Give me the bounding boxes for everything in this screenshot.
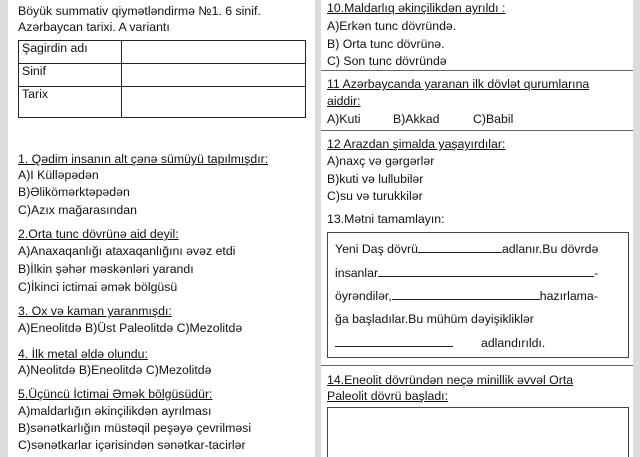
question-2: 2.Orta tunc dövrünə aid deyil: xyxy=(18,227,179,241)
question-14-line-2: Paleolit dövrü başladı: xyxy=(327,389,448,403)
question-11-line-2: aiddir: xyxy=(327,94,361,108)
table-row xyxy=(19,41,306,64)
q2-option-c: C)İkinci ictimai əmək bölgüsü xyxy=(18,280,178,294)
left-page xyxy=(8,0,315,457)
q11-option-b: B)Akkad xyxy=(393,112,440,126)
q1-option-c: C)Azıx mağarasından xyxy=(18,203,137,217)
q5-option-a: A)maldarlığın əkinçilikdən ayrılması xyxy=(18,404,212,418)
q12-option-c: C)su və turukkilər xyxy=(327,189,423,203)
date-field[interactable] xyxy=(122,87,306,118)
fill-in-text-box xyxy=(327,232,629,358)
q5-option-b: B)sənətkarlığın müstəqil peşəyə çevrilməsi xyxy=(18,421,252,435)
fill-line-2 xyxy=(335,265,598,280)
question-1: 1. Qədim insanın alt çənə sümüyü tapılmışdır: xyxy=(18,152,269,166)
question-3: 3. Ox və kaman yaranmışdı: xyxy=(18,304,172,318)
q3-options: A)Eneolitdə B)Üst Paleolitdə C)Mezolitdə xyxy=(18,321,243,335)
fill-line-1-start: Yeni Daş dövrü xyxy=(335,242,418,256)
q2-option-a: A)Anaxaqanlığı ataxaqanlığını əvəz etdi xyxy=(18,244,236,258)
q1-option-b: B)Əlikömərktəpədən xyxy=(18,185,130,199)
class-field[interactable] xyxy=(122,64,306,87)
student-info-table xyxy=(18,40,306,118)
question-13: 13.Mətni tamamlayın: xyxy=(327,212,445,226)
table-row xyxy=(19,64,306,87)
question-11-line-1: 11 Azərbaycanda yaranan ilk dövlət qurumlarına xyxy=(327,77,590,91)
blank-3[interactable] xyxy=(392,288,540,300)
right-page xyxy=(321,0,633,457)
q5-option-c: C)sənətkarlar içərisindən sənətkar-tacirlər xyxy=(18,438,246,452)
student-name-label: Şagirdin adı xyxy=(19,41,122,64)
fill-line-3 xyxy=(335,288,598,303)
q12-option-a: A)naxç və gərgərlər xyxy=(327,154,435,168)
fill-line-2-end: - xyxy=(594,266,599,280)
q2-option-b: B)İlkin şəhər məskənləri yarandı xyxy=(18,262,194,276)
q12-option-b: B)kuti və lullubilər xyxy=(327,172,424,186)
fill-line-5-end: adlandırıldı. xyxy=(481,336,546,350)
date-label: Tarix xyxy=(19,87,122,118)
blank-1[interactable] xyxy=(418,241,502,253)
header-line-2: Azərbaycan tarixi. A variantı xyxy=(18,20,170,34)
table-row xyxy=(19,87,306,118)
answer-box-14[interactable] xyxy=(327,407,629,457)
question-4: 4. İlk metal əldə olundu: xyxy=(18,347,148,361)
question-5: 5.Üçüncü İctimai Əmək bölgüsüdür: xyxy=(18,387,213,401)
fill-line-2-start: insanlar xyxy=(335,266,379,280)
fill-line-5 xyxy=(335,335,545,350)
q10-option-b: B) Orta tunc dövrünə. xyxy=(327,37,445,51)
q10-option-c: C) Son tunc dövründə xyxy=(327,54,447,68)
q11-option-a: A)Kuti xyxy=(327,112,361,126)
q4-options: A)Neolitdə B)Eneolitdə C)Mezolitdə xyxy=(18,363,212,377)
class-label: Sinif xyxy=(19,64,122,87)
fill-line-3-end: hazırlama- xyxy=(539,289,598,303)
divider xyxy=(321,70,633,71)
fill-line-1 xyxy=(335,241,598,256)
header-line-1: Böyük summativ qiymətləndirmə №1. 6 sinif. xyxy=(18,4,261,18)
q10-option-a: A)Erkən tunc dövründə. xyxy=(327,19,457,33)
student-name-field[interactable] xyxy=(122,41,306,64)
fill-line-4: ğa başladılar.Bu mühüm dəyişikliklər xyxy=(335,312,534,326)
question-14-line-1: 14.Eneolit dövründən neçə minillik əvvəl Orta xyxy=(327,373,574,387)
q1-option-a: A)I Külləpədən xyxy=(18,168,99,182)
divider xyxy=(321,365,633,366)
blank-4[interactable] xyxy=(335,335,453,347)
question-12: 12 Arazdan şimalda yaşayırdılar: xyxy=(327,137,506,151)
fill-line-3-start: öyrəndilər, xyxy=(335,289,392,303)
blank-2[interactable] xyxy=(378,265,594,277)
question-10: 10.Maldarlıq əkinçilikdən ayrıldı : xyxy=(327,1,506,15)
q11-option-c: C)Babil xyxy=(473,112,514,126)
divider xyxy=(321,130,633,131)
fill-line-1-end: adlanır.Bu dövrdə xyxy=(501,242,599,256)
